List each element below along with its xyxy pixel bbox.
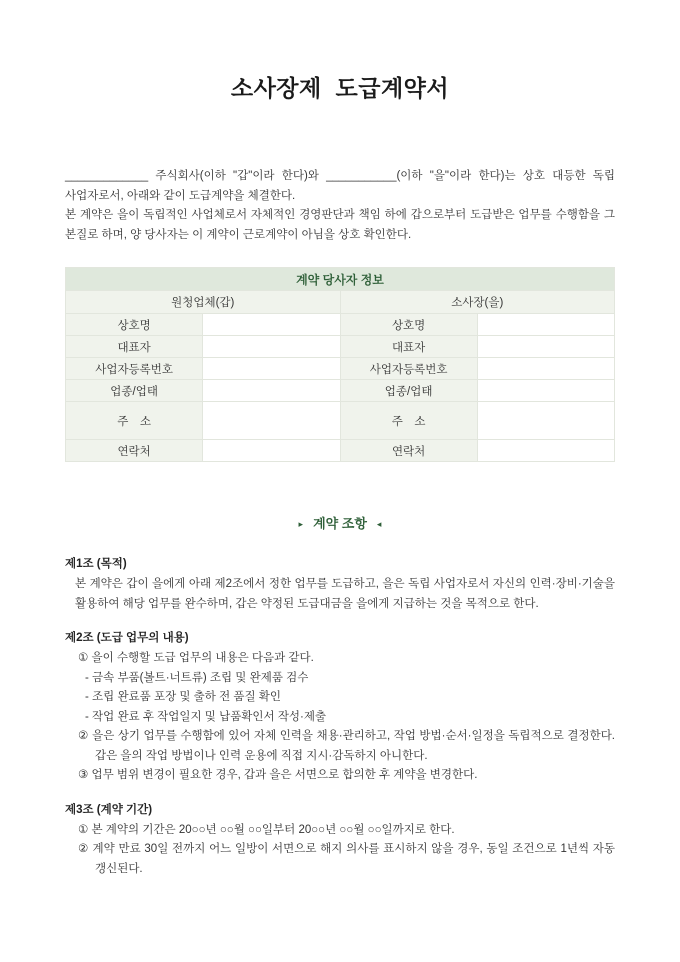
document-title: 소사장제 도급계약서	[230, 75, 450, 101]
gap-representative-field[interactable]	[203, 336, 340, 358]
eul-representative-field[interactable]	[477, 336, 614, 358]
right-triangle-icon: ▸	[298, 519, 304, 529]
clause-item: ① 을이 수행할 도급 업무의 내용은 다음과 같다.	[78, 652, 314, 664]
eul-business-type-field[interactable]	[477, 380, 614, 402]
table-row-address	[66, 402, 615, 440]
gap-company-name-field[interactable]	[203, 314, 340, 336]
row-label: 사업자등록번호	[340, 358, 477, 380]
row-label: 주 소	[66, 402, 203, 440]
eul-contact-field[interactable]	[477, 440, 614, 462]
table-title-row	[66, 268, 615, 291]
column-header-gap: 원청업체(갑)	[66, 291, 341, 314]
gap-contact-field[interactable]	[203, 440, 340, 462]
table-row-business-number	[66, 358, 615, 380]
row-label: 상호명	[66, 314, 203, 336]
eul-address-field[interactable]	[477, 402, 614, 440]
intro-paragraph-1: _____________ 주식회사(이하 "갑"이라 한다)와 ___________(이하 "을"이라 한다)는 상호 대등한 독립 사업자로서, 아래와 같이 도급계약을 체결한다.	[65, 170, 615, 202]
row-label: 대표자	[340, 336, 477, 358]
gap-address-field[interactable]	[203, 402, 340, 440]
row-label: 연락처	[340, 440, 477, 462]
terms-section-header	[65, 517, 615, 531]
row-label: 주 소	[340, 402, 477, 440]
clause-2-work-scope	[65, 629, 615, 786]
intro-section	[65, 167, 615, 245]
clause-item: ① 본 계약의 기간은 20○○년 ○○월 ○○일부터 20○○년 ○○월 ○○일까지로 한다.	[78, 823, 455, 836]
clause-heading: 제2조 (도급 업무의 내용)	[65, 632, 189, 644]
clause-subitem: - 작업 완료 후 작업일지 및 납품확인서 작성·제출	[85, 710, 327, 723]
clause-heading: 제1조 (목적)	[65, 558, 127, 570]
table-row-representative	[66, 336, 615, 358]
column-header-eul: 소사장(을)	[340, 291, 615, 314]
table-row-business-type	[66, 380, 615, 402]
left-triangle-icon: ◂	[376, 519, 382, 529]
clause-paragraph: 본 계약은 갑이 을에게 아래 제2조에서 정한 업무를 도급하고, 을은 독립 사업자로서 자신의 인력·장비·기술을 활용하여 해당 업무를 완수하며, 갑은 약정된 도급대금을 을에게 지급하는 것을 목적으로 한다.	[75, 578, 615, 610]
row-label: 대표자	[66, 336, 203, 358]
row-label: 상호명	[340, 314, 477, 336]
intro-paragraph-2: 본 계약은 을이 독립적인 사업체로서 자체적인 경영판단과 책임 하에 갑으로부터 도급받은 업무를 수행함을 그 본질로 하며, 양 당사자는 이 계약이 근로계약이 아님을 상호 확인한다.	[65, 209, 615, 241]
row-label: 사업자등록번호	[66, 358, 203, 380]
table-row-contact	[66, 440, 615, 462]
row-label: 업종/업태	[340, 380, 477, 402]
terms-header-label: 계약 조항	[313, 516, 367, 531]
eul-company-name-field[interactable]	[477, 314, 614, 336]
table-title: 계약 당사자 정보	[66, 268, 615, 291]
gap-business-number-field[interactable]	[203, 358, 340, 380]
clause-item: ③ 업무 범위 변경이 필요한 경우, 갑과 을은 서면으로 합의한 후 계약을 변경한다.	[78, 769, 478, 781]
table-subheader-row	[66, 291, 615, 314]
gap-business-type-field[interactable]	[203, 380, 340, 402]
row-label: 연락처	[66, 440, 203, 462]
eul-business-number-field[interactable]	[477, 358, 614, 380]
clause-subitem: - 조립 완료품 포장 및 출하 전 품질 확인	[85, 691, 282, 703]
clause-1-purpose	[65, 555, 615, 614]
clause-subitem: - 금속 부품(볼트·너트류) 조립 및 완제품 검수	[85, 671, 309, 684]
row-label: 업종/업태	[66, 380, 203, 402]
table-row-company-name	[66, 314, 615, 336]
clause-item: ② 을은 상기 업무를 수행함에 있어 자체 인력을 채용·관리하고, 작업 방법·순서·일정을 독립적으로 결정한다. 갑은 을의 작업 방법이나 인력 운용에 직접 지시·감독하지 아니한다.	[78, 730, 615, 762]
clause-item: ② 계약 만료 30일 전까지 어느 일방이 서면으로 해지 의사를 표시하지 않을 경우, 동일 조건으로 1년씩 자동 갱신된다.	[78, 843, 615, 875]
clause-3-contract-period	[65, 801, 615, 880]
party-info-table	[65, 267, 615, 462]
clause-heading: 제3조 (계약 기간)	[65, 803, 153, 816]
